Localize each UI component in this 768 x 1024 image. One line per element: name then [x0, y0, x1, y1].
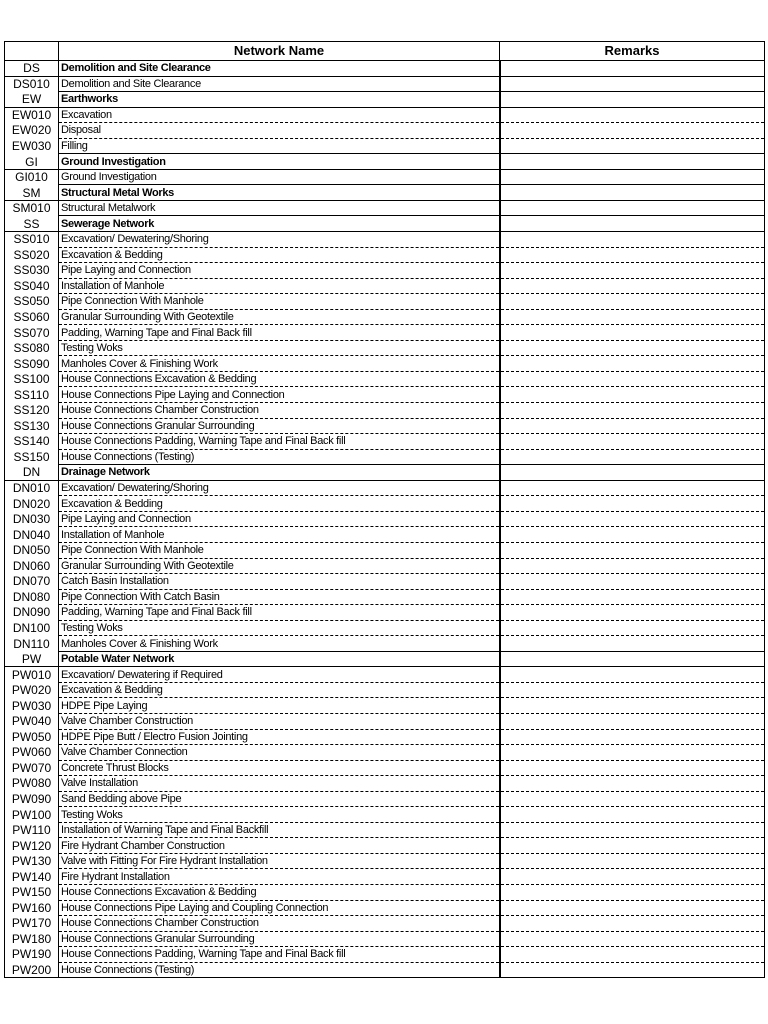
activity-code: DN100 — [5, 620, 59, 636]
table-row — [5, 542, 765, 558]
activity-name: Testing Woks — [59, 807, 500, 823]
activity-code: PW120 — [5, 838, 59, 854]
activity-code: PW110 — [5, 822, 59, 838]
activity-name: Installation of Manhole — [59, 527, 500, 543]
remarks-cell[interactable] — [500, 620, 765, 636]
remarks-cell[interactable] — [500, 900, 765, 916]
table-row — [5, 123, 765, 139]
table-row — [5, 636, 765, 652]
activity-name: Excavation — [59, 107, 500, 123]
section-name: Ground Investigation — [59, 154, 500, 170]
remarks-cell[interactable] — [500, 791, 765, 807]
activity-name: Valve Chamber Connection — [59, 745, 500, 761]
activity-code: PW180 — [5, 931, 59, 947]
activity-code: DN010 — [5, 480, 59, 496]
section-name: Sewerage Network — [59, 216, 500, 232]
activity-name: Testing Woks — [59, 340, 500, 356]
table-row — [5, 962, 765, 978]
activity-name: Padding, Warning Tape and Final Back fill — [59, 605, 500, 621]
section-name: Structural Metal Works — [59, 185, 500, 201]
remarks-cell[interactable] — [500, 869, 765, 885]
table-row — [5, 713, 765, 729]
activity-name: Pipe Connection With Manhole — [59, 294, 500, 310]
activity-code: PW200 — [5, 962, 59, 978]
activity-name: House Connections Pipe Laying and Coupling Connection — [59, 900, 500, 916]
table-row — [5, 263, 765, 279]
activity-code: PW090 — [5, 791, 59, 807]
table-row — [5, 807, 765, 823]
remarks-cell[interactable] — [500, 465, 765, 481]
activity-code: DN070 — [5, 574, 59, 590]
activity-name: Filling — [59, 138, 500, 154]
remarks-cell[interactable] — [500, 511, 765, 527]
activity-code: PW150 — [5, 884, 59, 900]
network-name-header: Network Name — [59, 42, 500, 61]
activity-name: House Connections Chamber Construction — [59, 403, 500, 419]
activity-code: EW020 — [5, 123, 59, 139]
table-row — [5, 496, 765, 512]
table-row — [5, 682, 765, 698]
table-row — [5, 325, 765, 341]
activity-code: GI010 — [5, 169, 59, 185]
table-row — [5, 916, 765, 932]
activity-code: SS010 — [5, 232, 59, 248]
remarks-cell[interactable] — [500, 185, 765, 201]
remarks-cell[interactable] — [500, 838, 765, 854]
table-body — [5, 61, 765, 978]
table-row — [5, 745, 765, 761]
section-header-row — [5, 465, 765, 481]
table-row — [5, 200, 765, 216]
activity-code: PW190 — [5, 947, 59, 963]
activity-name: Pipe Connection With Catch Basin — [59, 589, 500, 605]
remarks-cell[interactable] — [500, 216, 765, 232]
remarks-cell[interactable] — [500, 107, 765, 123]
activity-code: SS110 — [5, 387, 59, 403]
table-row — [5, 169, 765, 185]
table-row — [5, 760, 765, 776]
section-name: Potable Water Network — [59, 651, 500, 667]
activity-name: Padding, Warning Tape and Final Back fill — [59, 325, 500, 341]
activity-code: SS070 — [5, 325, 59, 341]
activity-name: Demolition and Site Clearance — [59, 76, 500, 92]
activity-code: GI — [5, 154, 59, 170]
activity-code: SS120 — [5, 403, 59, 419]
activity-code: SS020 — [5, 247, 59, 263]
table-row — [5, 371, 765, 387]
remarks-cell[interactable] — [500, 651, 765, 667]
table-row — [5, 247, 765, 263]
activity-name: Manholes Cover & Finishing Work — [59, 636, 500, 652]
activity-code: PW130 — [5, 853, 59, 869]
table-row — [5, 527, 765, 543]
activity-name: Valve Installation — [59, 776, 500, 792]
remarks-cell[interactable] — [500, 729, 765, 745]
table-row — [5, 107, 765, 123]
table-row — [5, 356, 765, 372]
remarks-cell[interactable] — [500, 434, 765, 450]
section-header-row — [5, 185, 765, 201]
activity-code: SS150 — [5, 449, 59, 465]
activity-name: Fire Hydrant Installation — [59, 869, 500, 885]
activity-code: PW020 — [5, 682, 59, 698]
table-row — [5, 574, 765, 590]
activity-code: PW050 — [5, 729, 59, 745]
table-row — [5, 729, 765, 745]
network-table — [4, 41, 765, 978]
table-row — [5, 931, 765, 947]
code-header — [5, 42, 59, 61]
remarks-cell[interactable] — [500, 776, 765, 792]
activity-name: House Connections Chamber Construction — [59, 916, 500, 932]
section-header-row — [5, 61, 765, 77]
remarks-cell[interactable] — [500, 931, 765, 947]
table-row — [5, 900, 765, 916]
remarks-cell[interactable] — [500, 325, 765, 341]
activity-code: PW140 — [5, 869, 59, 885]
remarks-cell[interactable] — [500, 309, 765, 325]
activity-code: SS090 — [5, 356, 59, 372]
activity-name: Excavation & Bedding — [59, 682, 500, 698]
remarks-cell[interactable] — [500, 574, 765, 590]
remarks-cell[interactable] — [500, 247, 765, 263]
table-row — [5, 480, 765, 496]
activity-code: DN080 — [5, 589, 59, 605]
activity-name: HDPE Pipe Butt / Electro Fusion Jointing — [59, 729, 500, 745]
activity-code: SS — [5, 216, 59, 232]
remarks-cell[interactable] — [500, 169, 765, 185]
activity-code: SS050 — [5, 294, 59, 310]
activity-code: EW — [5, 92, 59, 108]
table-row — [5, 791, 765, 807]
activity-code: DN030 — [5, 511, 59, 527]
table-row — [5, 278, 765, 294]
remarks-cell[interactable] — [500, 745, 765, 761]
table-row — [5, 947, 765, 963]
activity-name: HDPE Pipe Laying — [59, 698, 500, 714]
activity-name: Concrete Thrust Blocks — [59, 760, 500, 776]
activity-name: House Connections Excavation & Bedding — [59, 371, 500, 387]
table-row — [5, 340, 765, 356]
remarks-cell[interactable] — [500, 760, 765, 776]
remarks-cell[interactable] — [500, 884, 765, 900]
activity-code: PW160 — [5, 900, 59, 916]
activity-name: Pipe Laying and Connection — [59, 511, 500, 527]
activity-name: House Connections Granular Surrounding — [59, 931, 500, 947]
activity-code: DN110 — [5, 636, 59, 652]
remarks-cell[interactable] — [500, 138, 765, 154]
activity-name: Testing Woks — [59, 620, 500, 636]
activity-code: DN060 — [5, 558, 59, 574]
remarks-cell[interactable] — [500, 263, 765, 279]
remarks-cell[interactable] — [500, 418, 765, 434]
activity-name: House Connections Padding, Warning Tape and Final Back fill — [59, 947, 500, 963]
remarks-cell[interactable] — [500, 61, 765, 77]
activity-code: SS130 — [5, 418, 59, 434]
remarks-cell[interactable] — [500, 496, 765, 512]
activity-code: SS140 — [5, 434, 59, 450]
section-header-row — [5, 651, 765, 667]
activity-code: DS010 — [5, 76, 59, 92]
remarks-cell[interactable] — [500, 947, 765, 963]
remarks-cell[interactable] — [500, 294, 765, 310]
remarks-cell[interactable] — [500, 278, 765, 294]
activity-code: PW040 — [5, 713, 59, 729]
activity-name: House Connections Excavation & Bedding — [59, 884, 500, 900]
section-header-row — [5, 154, 765, 170]
activity-code: SS030 — [5, 263, 59, 279]
activity-name: Excavation & Bedding — [59, 496, 500, 512]
activity-name: House Connections Pipe Laying and Connection — [59, 387, 500, 403]
activity-name: Structural Metalwork — [59, 200, 500, 216]
table-row — [5, 294, 765, 310]
activity-name: Excavation/ Dewatering/Shoring — [59, 480, 500, 496]
table-row — [5, 776, 765, 792]
activity-code: DS — [5, 61, 59, 77]
table-row — [5, 418, 765, 434]
activity-code: DN050 — [5, 542, 59, 558]
activity-code: PW060 — [5, 745, 59, 761]
activity-code: DN — [5, 465, 59, 481]
table-row — [5, 434, 765, 450]
activity-code: DN020 — [5, 496, 59, 512]
remarks-cell[interactable] — [500, 605, 765, 621]
table-row — [5, 822, 765, 838]
table-row — [5, 449, 765, 465]
activity-name: Manholes Cover & Finishing Work — [59, 356, 500, 372]
remarks-cell[interactable] — [500, 232, 765, 248]
activity-name: House Connections Padding, Warning Tape and Final Back fill — [59, 434, 500, 450]
remarks-cell[interactable] — [500, 403, 765, 419]
activity-name: Installation of Warning Tape and Final Backfill — [59, 822, 500, 838]
activity-code: PW080 — [5, 776, 59, 792]
activity-code: DN040 — [5, 527, 59, 543]
table-row — [5, 138, 765, 154]
table-row — [5, 387, 765, 403]
activity-name: Excavation/ Dewatering if Required — [59, 667, 500, 683]
activity-code: SM010 — [5, 200, 59, 216]
section-name: Drainage Network — [59, 465, 500, 481]
table-row — [5, 76, 765, 92]
activity-name: Fire Hydrant Chamber Construction — [59, 838, 500, 854]
remarks-cell[interactable] — [500, 558, 765, 574]
table-row — [5, 511, 765, 527]
activity-name: House Connections Granular Surrounding — [59, 418, 500, 434]
table-row — [5, 605, 765, 621]
table-row — [5, 232, 765, 248]
activity-name: Disposal — [59, 123, 500, 139]
activity-code: PW030 — [5, 698, 59, 714]
activity-name: Granular Surrounding With Geotextile — [59, 309, 500, 325]
remarks-cell[interactable] — [500, 698, 765, 714]
activity-code: SM — [5, 185, 59, 201]
remarks-cell[interactable] — [500, 527, 765, 543]
table-row — [5, 838, 765, 854]
activity-name: House Connections (Testing) — [59, 449, 500, 465]
activity-name: Valve Chamber Construction — [59, 713, 500, 729]
activity-name: Pipe Connection With Manhole — [59, 542, 500, 558]
remarks-cell[interactable] — [500, 542, 765, 558]
remarks-cell[interactable] — [500, 123, 765, 139]
remarks-cell[interactable] — [500, 449, 765, 465]
remarks-cell[interactable] — [500, 962, 765, 978]
section-header-row — [5, 216, 765, 232]
remarks-header: Remarks — [500, 42, 765, 61]
table-row — [5, 853, 765, 869]
table-row — [5, 869, 765, 885]
activity-code: SS040 — [5, 278, 59, 294]
remarks-cell[interactable] — [500, 682, 765, 698]
remarks-cell[interactable] — [500, 822, 765, 838]
activity-name: Sand Bedding above Pipe — [59, 791, 500, 807]
remarks-cell[interactable] — [500, 154, 765, 170]
remarks-cell[interactable] — [500, 200, 765, 216]
section-header-row — [5, 92, 765, 108]
activity-name: Ground Investigation — [59, 169, 500, 185]
section-name: Earthworks — [59, 92, 500, 108]
table-row — [5, 558, 765, 574]
activity-name: Valve with Fitting For Fire Hydrant Installation — [59, 853, 500, 869]
table-row — [5, 667, 765, 683]
activity-code: EW030 — [5, 138, 59, 154]
remarks-cell[interactable] — [500, 667, 765, 683]
remarks-cell[interactable] — [500, 589, 765, 605]
remarks-cell[interactable] — [500, 371, 765, 387]
activity-name: Excavation & Bedding — [59, 247, 500, 263]
remarks-cell[interactable] — [500, 480, 765, 496]
header-row — [5, 42, 765, 61]
activity-code: PW — [5, 651, 59, 667]
remarks-cell[interactable] — [500, 340, 765, 356]
activity-code: PW010 — [5, 667, 59, 683]
activity-name: Pipe Laying and Connection — [59, 263, 500, 279]
remarks-cell[interactable] — [500, 387, 765, 403]
activity-name: Excavation/ Dewatering/Shoring — [59, 232, 500, 248]
activity-name: House Connections (Testing) — [59, 962, 500, 978]
table-row — [5, 884, 765, 900]
remarks-cell[interactable] — [500, 916, 765, 932]
activity-code: PW100 — [5, 807, 59, 823]
activity-code: SS060 — [5, 309, 59, 325]
table-row — [5, 620, 765, 636]
remarks-cell[interactable] — [500, 92, 765, 108]
remarks-cell[interactable] — [500, 636, 765, 652]
activity-name: Catch Basin Installation — [59, 574, 500, 590]
activity-code: DN090 — [5, 605, 59, 621]
remarks-cell[interactable] — [500, 76, 765, 92]
table-row — [5, 403, 765, 419]
activity-code: PW070 — [5, 760, 59, 776]
activity-code: EW010 — [5, 107, 59, 123]
activity-code: SS080 — [5, 340, 59, 356]
activity-name: Installation of Manhole — [59, 278, 500, 294]
activity-code: PW170 — [5, 916, 59, 932]
remarks-cell[interactable] — [500, 356, 765, 372]
remarks-cell[interactable] — [500, 807, 765, 823]
table-row — [5, 309, 765, 325]
remarks-cell[interactable] — [500, 853, 765, 869]
activity-code: SS100 — [5, 371, 59, 387]
section-name: Demolition and Site Clearance — [59, 61, 500, 77]
table-row — [5, 589, 765, 605]
table-row — [5, 698, 765, 714]
remarks-cell[interactable] — [500, 713, 765, 729]
activity-name: Granular Surrounding With Geotextile — [59, 558, 500, 574]
